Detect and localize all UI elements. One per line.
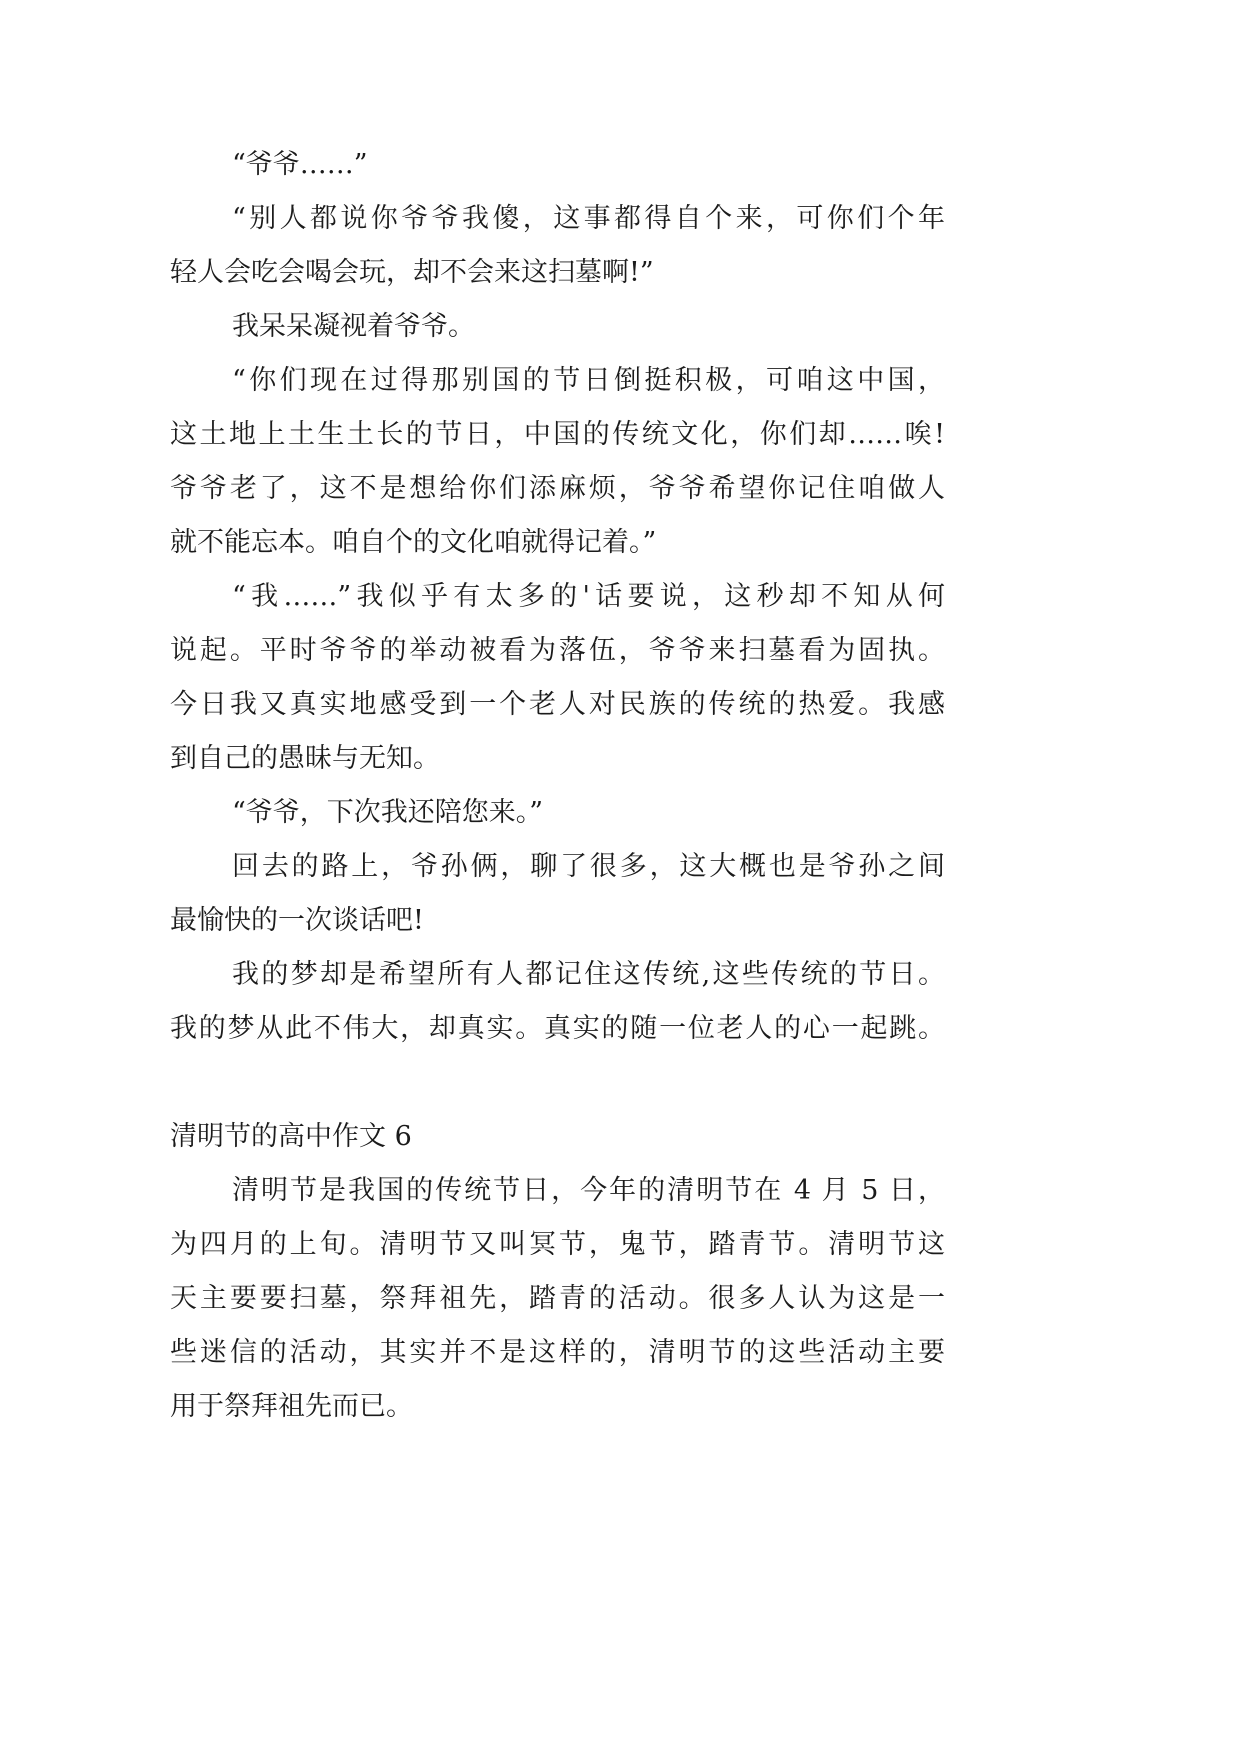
paragraph bbox=[170, 840, 945, 948]
paragraph bbox=[170, 138, 945, 192]
text-line: 我的梦从此不伟大，却真实。真实的随一位老人的心一起跳。 bbox=[170, 1013, 945, 1044]
text-line: “爷爷，下次我还陪您来。” bbox=[232, 797, 544, 828]
text-line: 今日我又真实地感受到一个老人对民族的传统的热爱。我感 bbox=[170, 689, 945, 720]
paragraph bbox=[170, 786, 945, 840]
paragraph bbox=[170, 192, 945, 300]
text-line: “我……”我似乎有太多的'话要说，这秒却不知从何 bbox=[232, 581, 945, 612]
paragraph bbox=[170, 354, 945, 570]
text-line: 回去的路上，爷孙俩，聊了很多，这大概也是爷孙之间 bbox=[232, 851, 945, 882]
text-line: 天主要要扫墓，祭拜祖先，踏青的活动。很多人认为这是一 bbox=[170, 1283, 945, 1314]
text-line: “别人都说你爷爷我傻，这事都得自个来，可你们个年 bbox=[232, 203, 945, 234]
text-line: 为四月的上旬。清明节又叫冥节，鬼节，踏青节。清明节这 bbox=[170, 1229, 945, 1260]
section-heading: 清明节的高中作文 6 bbox=[170, 1121, 412, 1152]
text-line: 轻人会吃会喝会玩，却不会来这扫墓啊!” bbox=[170, 257, 654, 288]
text-line: “爷爷……” bbox=[232, 149, 368, 180]
paragraph bbox=[170, 1164, 945, 1434]
paragraph bbox=[170, 300, 945, 354]
paragraph bbox=[170, 570, 945, 786]
text-line: 到自己的愚昧与无知。 bbox=[170, 743, 440, 774]
text-line: 这土地上土生土长的节日，中国的传统文化，你们却……唉! bbox=[170, 419, 945, 450]
text-line: 爷爷老了，这不是想给你们添麻烦，爷爷希望你记住咱做人 bbox=[170, 473, 945, 504]
paragraph bbox=[170, 948, 945, 1056]
text-line: 我的梦却是希望所有人都记住这传统,这些传统的节日。 bbox=[232, 959, 945, 990]
text-line: “你们现在过得那别国的节日倒挺积极，可咱这中国， bbox=[232, 365, 945, 396]
document-body bbox=[170, 138, 945, 1434]
text-line: 就不能忘本。咱自个的文化咱就得记着。” bbox=[170, 527, 657, 558]
text-line: 我呆呆凝视着爷爷。 bbox=[232, 311, 475, 342]
text-line: 用于祭拜祖先而已。 bbox=[170, 1391, 413, 1422]
text-line: 些迷信的活动，其实并不是这样的，清明节的这些活动主要 bbox=[170, 1337, 945, 1368]
text-line: 说起。平时爷爷的举动被看为落伍，爷爷来扫墓看为固执。 bbox=[170, 635, 945, 666]
text-line: 清明节是我国的传统节日，今年的清明节在 4 月 5 日， bbox=[232, 1175, 945, 1206]
text-line: 最愉快的一次谈话吧! bbox=[170, 905, 424, 936]
